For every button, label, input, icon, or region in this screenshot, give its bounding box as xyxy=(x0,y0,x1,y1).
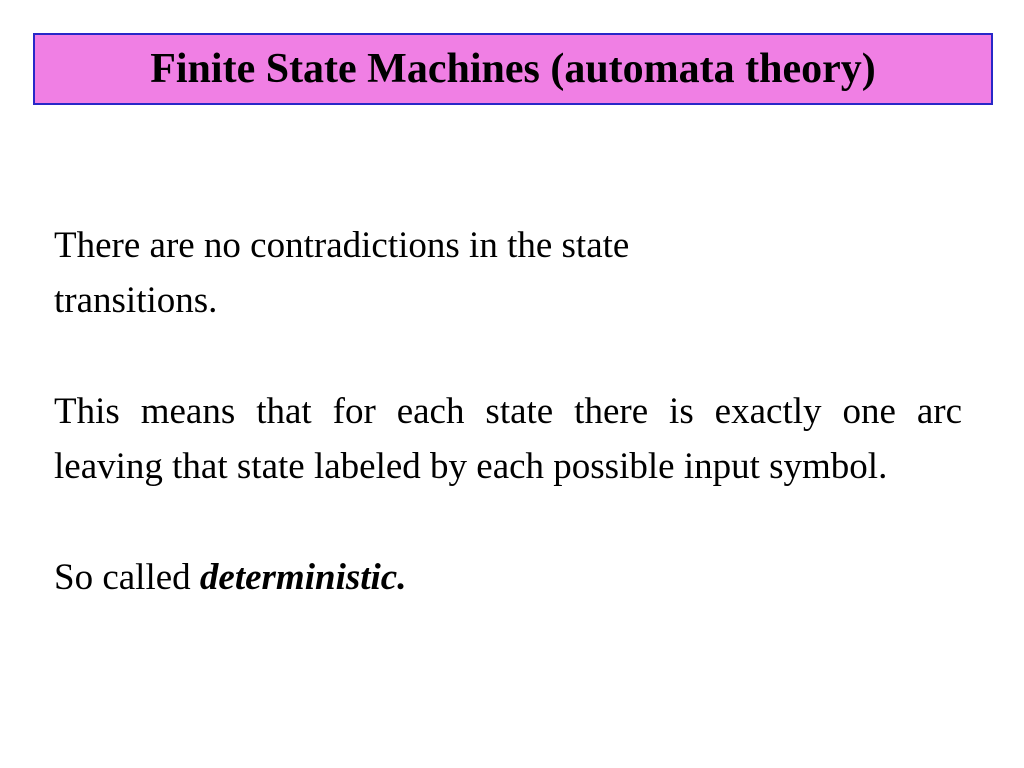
paragraph-so-called xyxy=(54,550,962,605)
deterministic-term: deterministic. xyxy=(199,557,407,598)
paragraph-no-contradictions: There are no contradictions in the state transitions. xyxy=(54,225,630,321)
slide-body xyxy=(54,218,962,605)
so-called-text: So called xyxy=(54,557,200,598)
slide-title: Finite State Machines (automata theory) xyxy=(150,46,876,92)
paragraph-exactly-one-arc: This means that for each state there is exactly one arc leaving that state labeled by each possible input symbol. xyxy=(54,391,962,487)
slide-title-box xyxy=(33,33,993,105)
